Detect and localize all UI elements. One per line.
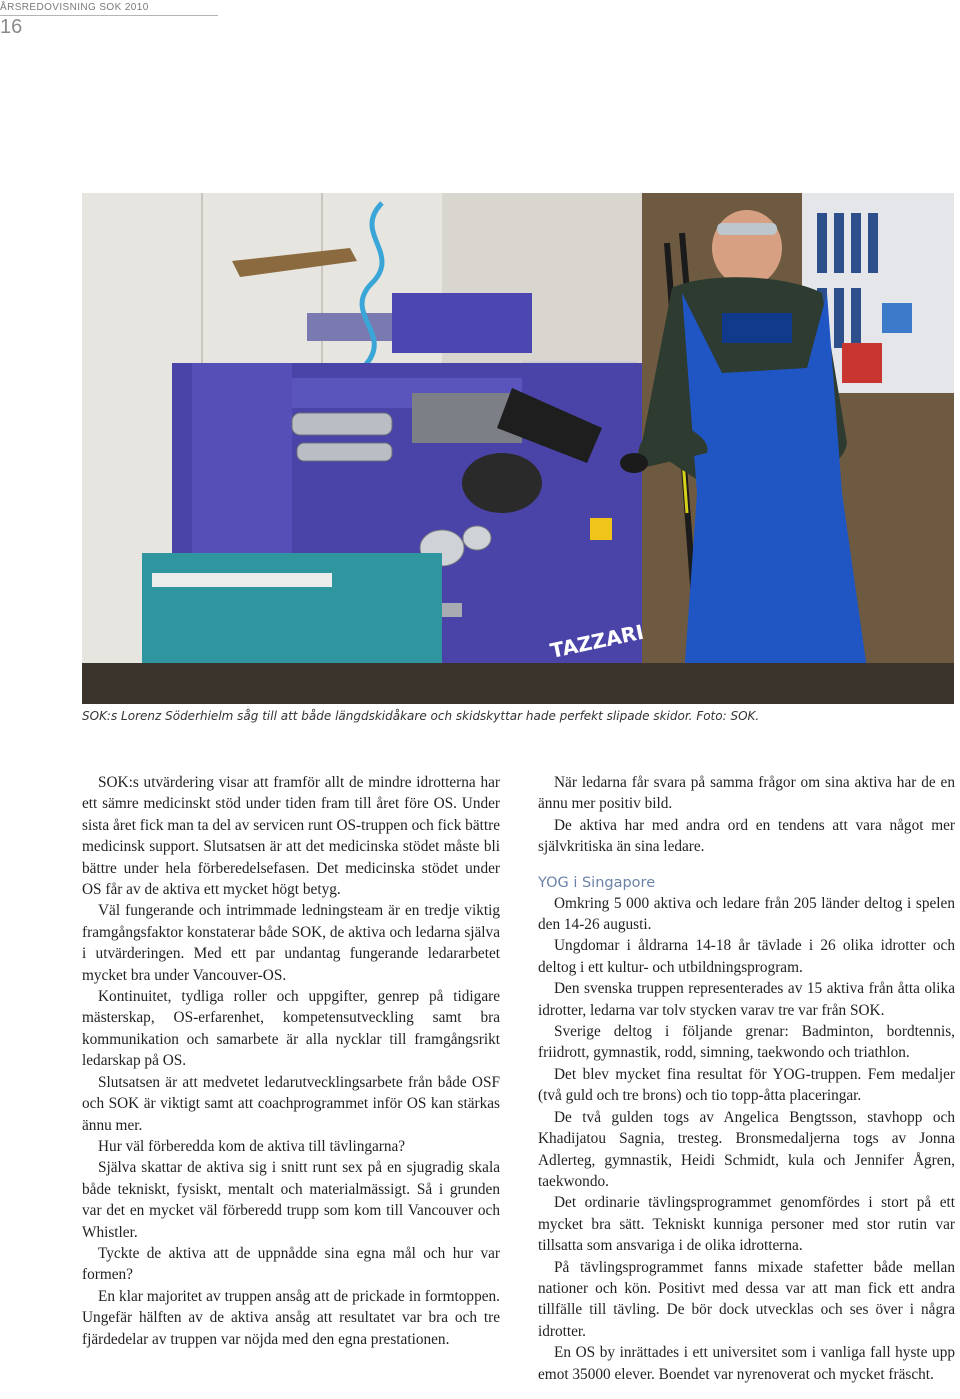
right-paragraph-5: Det blev mycket fina resultat för YOG-truppen. Fem medaljer (två guld och tre brons) och tio topp-åtta placeringar. — [538, 1065, 955, 1105]
left-question-1: Hur väl förberedda kom de aktiva till tävlingarna? — [98, 1137, 406, 1155]
right-paragraph-1: Omkring 5 000 aktiva och ledare från 205 länder deltog i spelen den 14-26 augusti. — [538, 894, 955, 934]
page-number: 16 — [0, 16, 23, 38]
left-paragraph-4: Slutsatsen är att medvetet ledarutvecklingsarbete från både OSF och SOK är viktigt samt att coachprogrammet inför OS kan stärkas ännu mer. — [82, 1073, 500, 1134]
left-paragraph-3: Kontinuitet, tydliga roller och uppgifter, genrep på tidigare mästerskap, OS-erfarenhet, kompetensutveckling samt bra kommunikation och samarbete är alla nycklar till framgångsrikt ledarskap på OS. — [82, 988, 500, 1070]
machine-logo: TAZZARI — [548, 619, 646, 663]
right-intro-1: När ledarna får svara på samma frågor om sina aktiva har de en ännu mer positiv bild. — [538, 774, 955, 813]
right-paragraph-8: På tävlingsprogrammet fanns mixade stafetter både mellan nationer och kön. Positivt med dessa var att man fick ett andra tillfälle till tävling. De bör dock utvecklas och ses över i några idrotter. — [538, 1258, 955, 1340]
left-column — [82, 772, 500, 1350]
right-paragraph-6: De två gulden togs av Angelica Bengtsson, stavhopp och Khadijatou Sagnia, tresteg. Bronsmedaljerna togs av Jonna Adlerteg, gymnastik, Heidi Schmidt, kula och Jennifer Ågren, taekwondo. — [538, 1108, 955, 1190]
right-intro-2: De aktiva har med andra ord en tendens att vara något mer självkritiska än sina ledare. — [538, 816, 955, 856]
left-question-2: Tyckte de aktiva att de uppnådde sina egna mål och hur var formen? — [82, 1244, 500, 1284]
left-paragraph-2: Väl fungerande och intrimmade ledningsteam är en tredje viktig framgångsfaktor konstaterar både SOK, de aktiva och ledarna själva i utvärderingen. Med ett par undantag fungerande ledararbetet mycket bra under Vancouver-OS. — [82, 902, 500, 984]
photo-ski-grinding-machine — [82, 193, 954, 704]
right-paragraph-3: Den svenska truppen representerades av 15 aktiva från åtta olika idrotter, ledarna var tolv stycken varav tre var från SOK. — [538, 980, 955, 1019]
left-paragraph-6: En klar majoritet av truppen ansåg att de prickade in formtoppen. Ungefär hälften av de aktiva ansåg att resultatet var bra och tre fjärdedelar av truppen var nöjda med den egna prestationen. — [82, 1287, 500, 1348]
right-paragraph-2: Ungdomar i åldrarna 14-18 år tävlade i 26 olika idrotter och deltog i ett kultur- och utbildningsprogram. — [538, 937, 955, 976]
left-paragraph-1: SOK:s utvärdering visar att framför allt de mindre idrotterna har ett sämre medicinskt stöd under tiden fram till året före OS. Under sista året fick man ta del av servicen runt OS-truppen och fick bättre medicinsk support. Slutsatsen är att det medicinska stödet måste bli bättre under hela förberedelsefasen. Det medicinska stödet under OS får av de aktiva ett mycket högt betyg. — [82, 774, 500, 899]
running-head: ÅRSREDOVISNING SOK 2010 — [0, 2, 218, 16]
right-paragraph-4: Sverige deltog i följande grenar: Badminton, bordtennis, friidrott, gymnastik, rodd, simning, taekwondo och triathlon. — [538, 1023, 955, 1062]
left-paragraph-5: Själva skattar de aktiva sig i snitt runt sex på en sjugradig skala både tekniskt, fysiskt, mentalt och materialmässigt. Så i grunden var det en mycket väl förberedd trupp som kom till Vancouver och Whistler. — [82, 1159, 500, 1241]
right-paragraph-7: Det ordinarie tävlingsprogrammet genomfördes i stort på ett mycket bra sätt. Tekniskt kunniga personer med stor rutin var tillsatta som ansvariga i de olika idrotterna. — [538, 1194, 955, 1255]
right-column — [538, 772, 955, 1385]
photo-caption: SOK:s Lorenz Söderhielm såg till att både längdskidåkare och skidskyttar hade perfekt slipade skidor. Foto: SOK. — [82, 709, 760, 723]
section-heading-yog: YOG i Singapore — [538, 874, 656, 891]
right-paragraph-9: En OS by inrättades i ett universitet som i vanliga fall hyste upp emot 35000 elever. Boendet var nyrenoverat och mycket fräscht. — [538, 1344, 955, 1383]
